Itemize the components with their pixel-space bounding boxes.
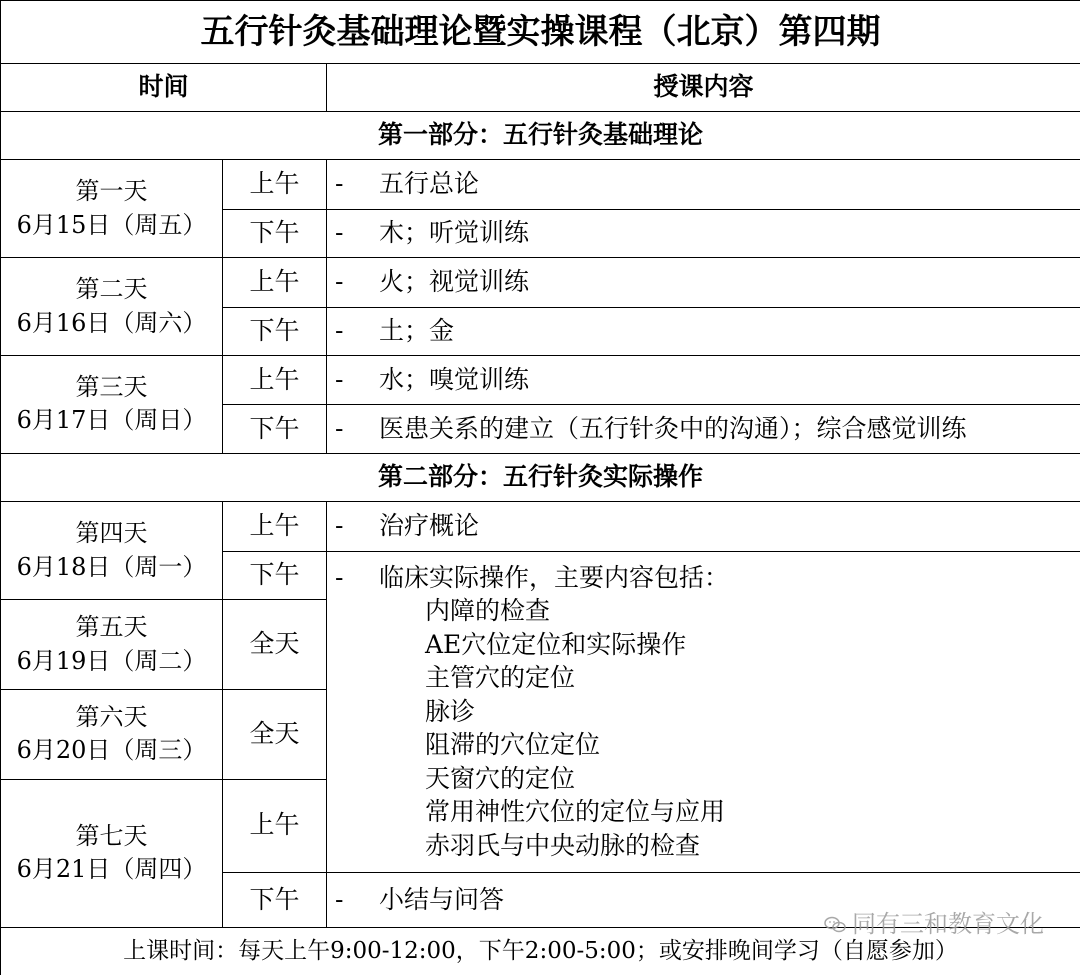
period-cell: 上午 <box>223 160 327 209</box>
section-heading-1: 第一部分：五行针灸基础理论 <box>1 111 1080 159</box>
day-date: 6月18日（周一） <box>16 552 207 581</box>
dash-marker: - <box>335 365 344 395</box>
practice-item: 内障的检查 <box>425 596 551 626</box>
practice-item: 主管穴的定位 <box>425 663 576 693</box>
content-cell <box>327 405 1080 453</box>
day-date: 6月21日（周四） <box>16 855 207 884</box>
dash-marker: - <box>335 562 344 592</box>
practice-item: AE穴位定位和实际操作 <box>425 629 687 659</box>
practice-item: 赤羽氏与中央动脉的检查 <box>425 830 701 860</box>
period-cell: 上午 <box>223 502 327 551</box>
day-cell-4 <box>1 502 223 600</box>
day-name: 第六天 <box>75 702 148 731</box>
dash-marker: - <box>335 511 344 541</box>
content-cell <box>327 209 1080 257</box>
watermark <box>824 904 1044 939</box>
period-cell: 下午 <box>223 307 327 355</box>
practice-item: 常用神性穴位的定位与应用 <box>425 797 726 827</box>
day-cell-3 <box>1 356 223 454</box>
dash-marker: - <box>335 267 344 297</box>
content-cell <box>327 258 1080 307</box>
day-cell-5 <box>1 600 223 690</box>
practice-heading <box>335 562 1080 595</box>
day-name: 第一天 <box>75 177 148 206</box>
page-title: 五行针灸基础理论暨实操课程（北京）第四期 <box>1 1 1080 64</box>
content-cell <box>327 356 1080 405</box>
content-text: 医患关系的建立（五行针灸中的沟通）；综合感觉训练 <box>379 413 967 443</box>
dash-marker: - <box>335 884 344 914</box>
section-heading-2: 第二部分：五行针灸实际操作 <box>1 453 1080 501</box>
period-cell: 下午 <box>223 872 327 927</box>
period-cell: 全天 <box>223 689 327 779</box>
period-cell: 下午 <box>223 209 327 257</box>
practice-item: 阻滞的穴位定位 <box>425 730 601 760</box>
watermark-text: 同有三和教育文化 <box>852 910 1044 938</box>
content-text: 木；听觉训练 <box>379 218 530 248</box>
day-date: 6月15日（周五） <box>16 210 207 239</box>
content-text: 水；嗅觉训练 <box>379 365 530 395</box>
period-cell: 上午 <box>223 356 327 405</box>
day-date: 6月17日（周日） <box>16 406 207 435</box>
day-cell-7 <box>1 779 223 927</box>
dash-marker: - <box>335 413 344 443</box>
day-name: 第七天 <box>75 821 148 850</box>
day-cell-6 <box>1 689 223 779</box>
header-content: 授课内容 <box>327 63 1080 111</box>
content-cell <box>327 307 1080 355</box>
content-cell <box>327 502 1080 551</box>
class-hours-note: 上课时间：每天上午9:00-12:00，下午2:00-5:00；或安排晚间学习（自愿参加） <box>1 928 1080 975</box>
content-text: 治疗概论 <box>379 511 480 541</box>
day-name: 第四天 <box>75 519 148 548</box>
day-date: 6月20日（周三） <box>16 736 207 765</box>
practice-item: 天窗穴的定位 <box>425 763 576 793</box>
day-name: 第三天 <box>75 372 148 401</box>
wechat-icon <box>824 916 846 934</box>
practice-heading-text: 临床实际操作，主要内容包括： <box>379 562 730 592</box>
dash-marker: - <box>335 169 344 199</box>
period-cell: 上午 <box>223 779 327 872</box>
content-text: 土；金 <box>379 316 455 346</box>
content-text: 五行总论 <box>379 169 480 199</box>
day-name: 第二天 <box>75 275 148 304</box>
practice-content-cell <box>327 551 1080 872</box>
dash-marker: - <box>335 218 344 248</box>
period-cell: 全天 <box>223 600 327 690</box>
dash-marker: - <box>335 316 344 346</box>
content-text: 小结与问答 <box>379 884 505 914</box>
content-text: 火；视觉训练 <box>379 267 530 297</box>
period-cell: 下午 <box>223 405 327 453</box>
practice-item: 脉诊 <box>425 696 476 726</box>
day-cell-1 <box>1 160 223 258</box>
day-date: 6月19日（周二） <box>16 646 207 675</box>
day-name: 第五天 <box>75 612 148 641</box>
period-cell: 下午 <box>223 551 327 599</box>
header-time: 时间 <box>1 63 327 111</box>
day-date: 6月16日（周六） <box>16 308 207 337</box>
period-cell: 上午 <box>223 258 327 307</box>
content-cell <box>327 160 1080 209</box>
day-cell-2 <box>1 258 223 356</box>
